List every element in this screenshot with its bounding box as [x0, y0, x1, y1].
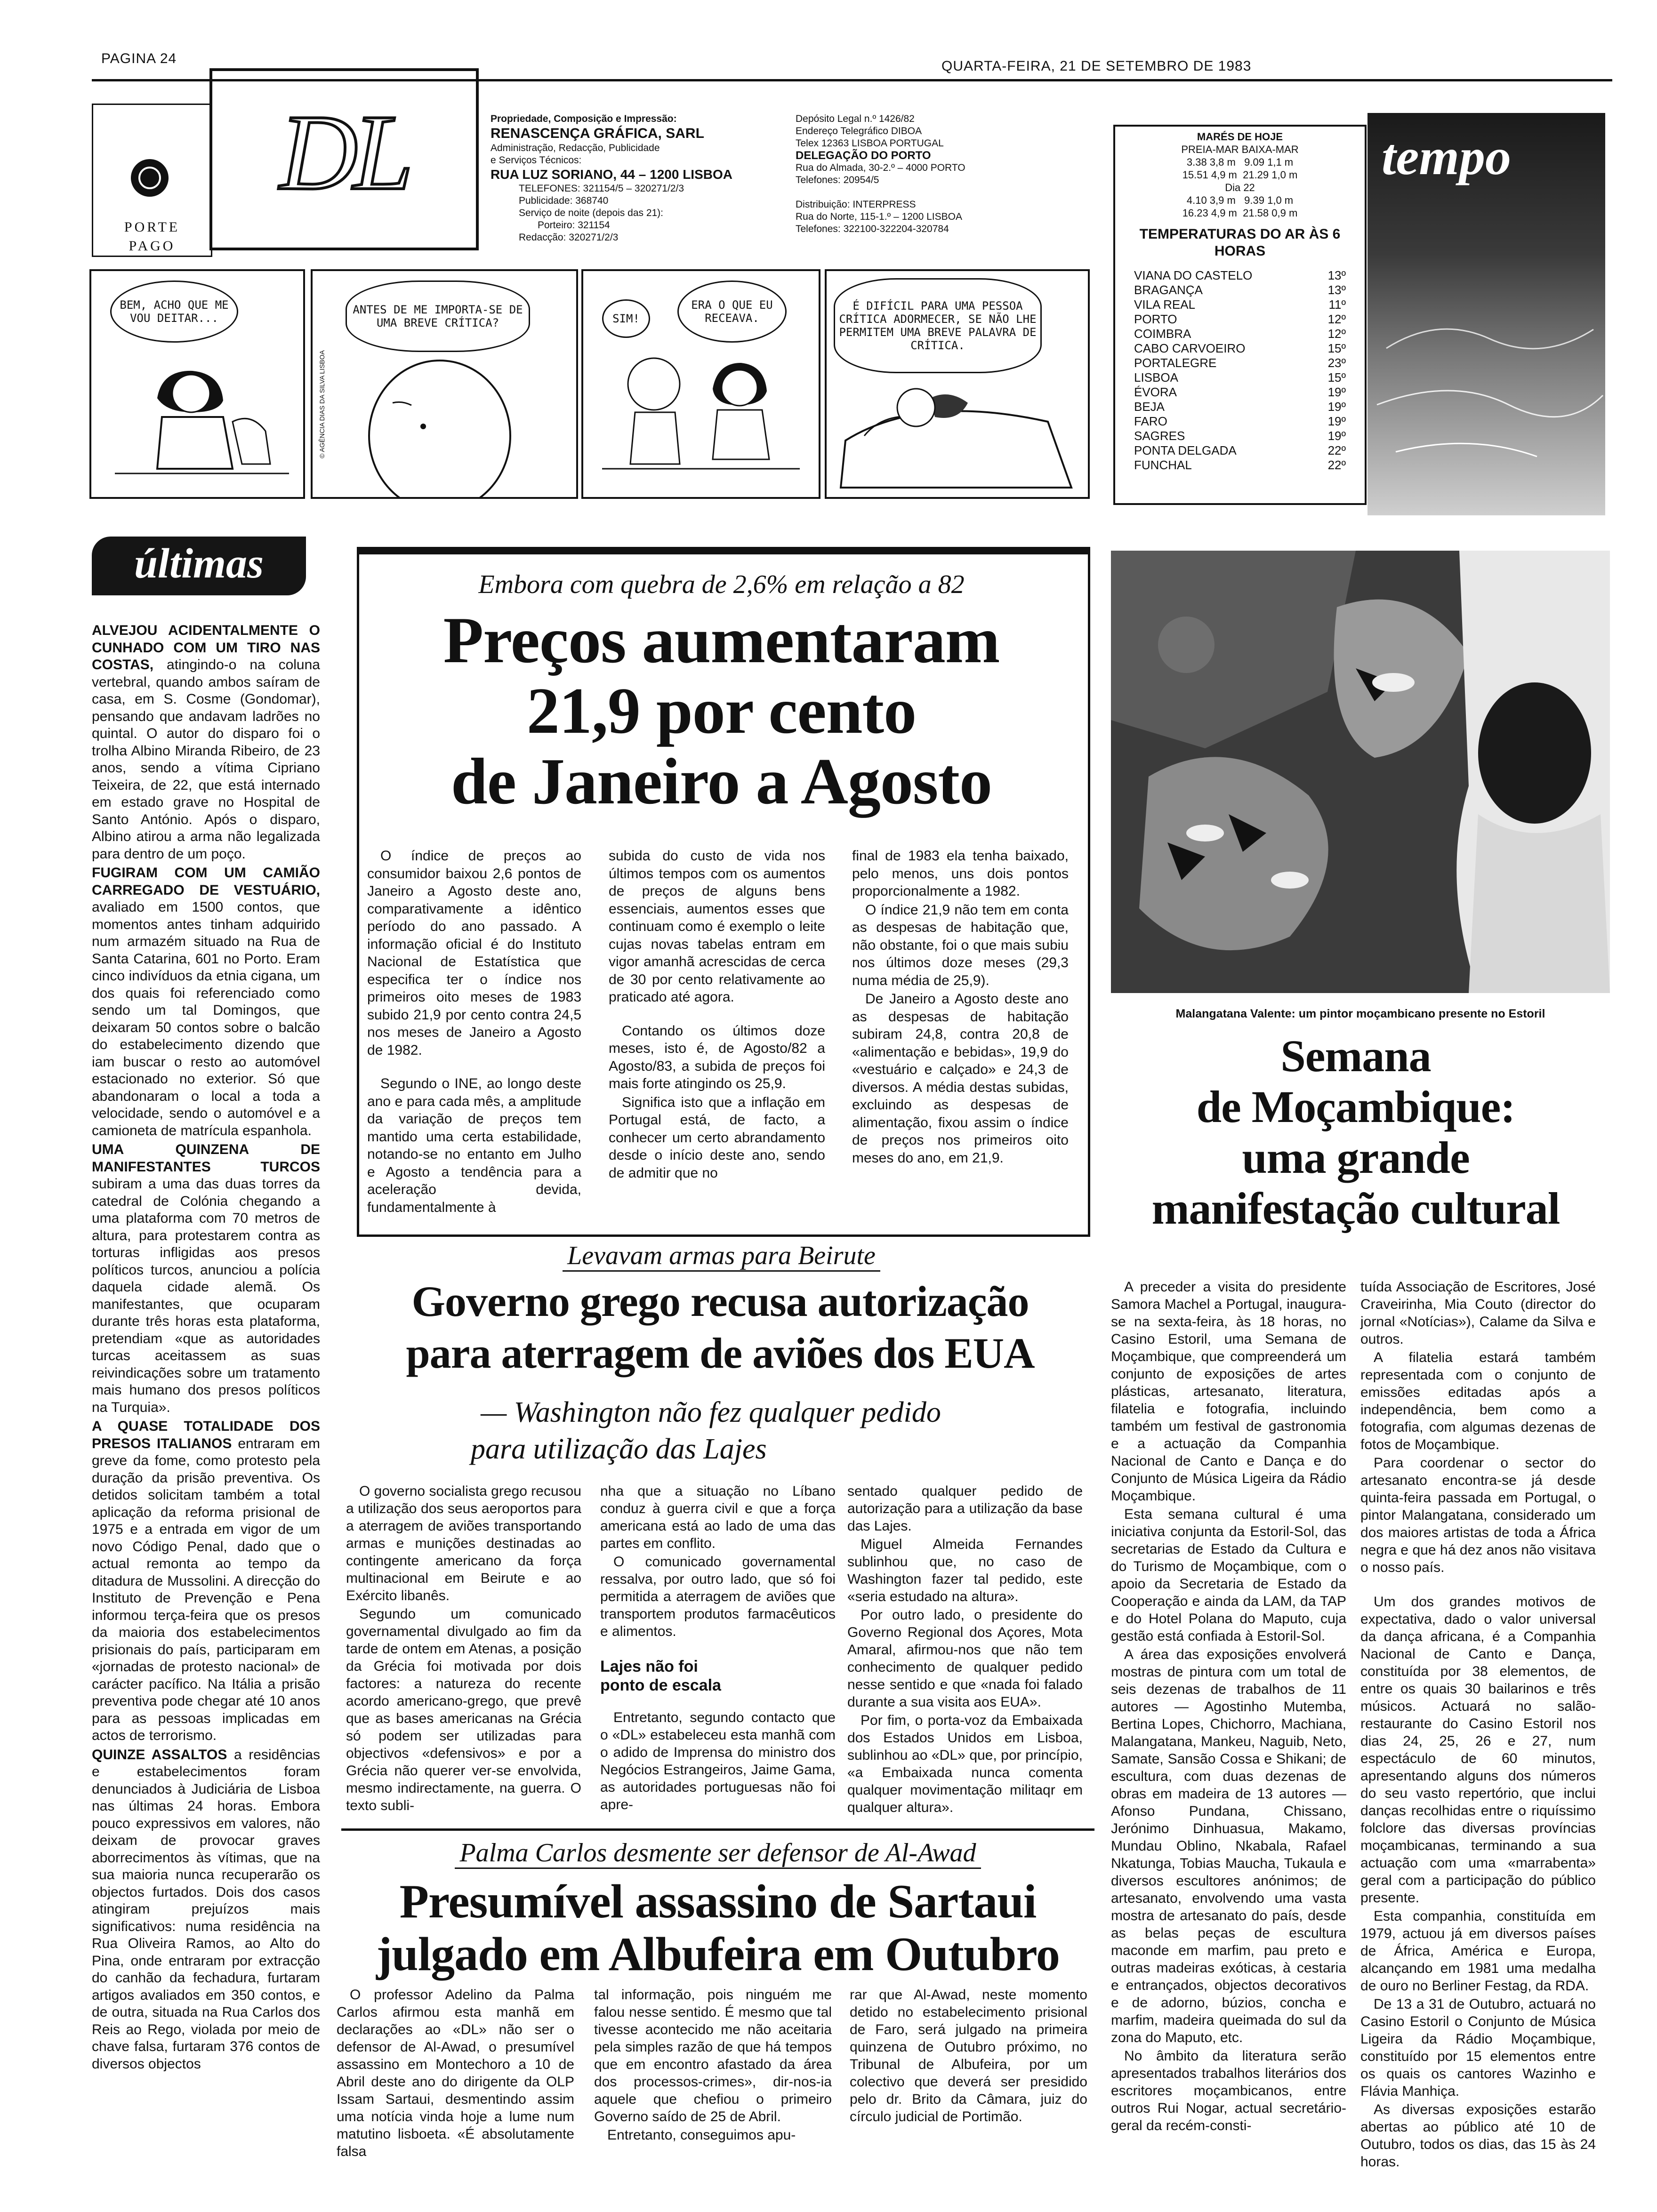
- pub-line: Telefones: 322100-322204-320784: [796, 224, 949, 234]
- comic-panel-2: [311, 269, 578, 499]
- speech-bubble: SIM!: [602, 299, 650, 338]
- pub-line: Telefones: 20954/5: [796, 175, 879, 185]
- speech-bubble: ERA O QUE EU RECEAVA.: [677, 281, 787, 343]
- news-brief: FUGIRAM COM UM CAMIÃO CARREGADO DE VESTUÁRIO, avaliado em 1500 contos, que momentos antes tinham adquirido num armazém situado na Rua de Santa Catarina, 601 no Porto. Eram cinco indivíduos da etnia cigana, um dos quais foi referenciado como sendo um tal Domingos, que deixaram 50 contos sobre o balcão do estabelecimento dizendo que iam buscar o resto ao automóvel estacionado no exterior. Só que abandonaram o local a toda a velocidade, sendo o automóvel e a camioneta de matrícula espanhola.: [92, 865, 320, 1138]
- tide-row: 3.38 3,8 m 9.09 1,1 m: [1186, 156, 1294, 168]
- speech-bubble: É DIFÍCIL PARA UMA PESSOA CRÍTICA ADORMECER, SE NÃO LHE PERMITEM UMA BREVE PALAVRA DE CRÍTICA.: [834, 278, 1042, 373]
- news-brief: ALVEJOU ACIDENTALMENTE O CUNHADO COM UM TIRO NAS COSTAS, atingindo-o na coluna vertebral, quando ambos saíram de casa, em S. Cosme (Gondomar), pensando que andavam ladrões no quintal. O autor do disparo foi o trolha Albino Miranda Ribeiro, de 23 anos, sendo a vítima Cipriano Teixeira, de 22, que está internado em estado grave no Hospital de Santo António. Após o disparo, Albino atirou a arma não legalizada para dentro de um poço.: [92, 623, 320, 862]
- mocambique-headline: Semana de Moçambique: uma grande manifestação cultural: [1151, 1031, 1560, 1234]
- pub-line: RENASCENÇA GRÁFICA, SARL: [491, 126, 704, 141]
- news-brief: A QUASE TOTALIDADE DOS PRESOS ITALIANOS entraram em greve da fome, como protesto pela duração da prisão preventiva. Os detidos solicitam também a total aplicação da reforma prisional de 1975 e a entrada em vigor de um novo Código Penal, dado que o actual remonta ao tempo da ditadura de Mussolini. A direcção do Instituto de Prevenção e Pena informou terça-feira que os presos da maioria dos estabelecimentos prisionais do país, participaram em «jornadas de protesto nacional» de carácter pacífico. Na Itália a prisão preventiva pode chegar até 10 anos para as pessoas implicadas em actos de terrorismo.: [92, 1419, 321, 1743]
- charlie-in-bed-icon: [827, 271, 1088, 497]
- sartaui-col-3: rar que Al-Awad, neste momento detido no estabelecimento prisional de Faro, será julgado na primeira quinzena de Outubro próximo, no Tribunal de Albufeira, por um colectivo que deverá ser presidido pelo dr. Brito da Câmara, juiz do círculo judicial de Portimão.: [850, 1987, 1087, 2124]
- tide-row: 15.51 4,9 m 21.29 1,0 m: [1182, 169, 1298, 181]
- charlie-brown-figure-icon: [313, 271, 576, 497]
- grego-subheading: Lajes não foi ponto de escala: [600, 1658, 721, 1694]
- pub-line: Rua do Almada, 30-2.º – 4000 PORTO: [796, 162, 965, 173]
- grego-col-1: O governo socialista grego recusou a utilização dos seus aeroportos para a aterragem de aviões transportando armas e munições destinadas ao contingente americano da força multinacional em Beirute e ao Exército libanês. Segundo um comunicado governamental divulgado ao fim da tarde de ontem em Atenas, a posição da Grécia foi motivada por dois factores: a natureza do recente acordo americano-grego, que prevê que as bases americanas na Grécia só podem ser utilizadas para objectivos «defensivos» e por a Grécia não querer ver-se envolvida, mesmo indirectamente, na guerra. O texto subli-: [346, 1483, 581, 1813]
- comic-panel-3: [581, 269, 820, 499]
- sartaui-kicker: Palma Carlos desmente ser defensor de Al-Awad: [341, 1838, 1094, 1868]
- ultimas-banner: [92, 537, 306, 595]
- sartaui-col-2: tal informação, pois ninguém me falou nesse sentido. É mesmo que tal tivesse acontecido me não aceitaria pela simples razão de que há tempos que em encontro afastado da área dos processos-crimes», dir-nos-ia aquele que chefiou o primeiro Governo saído de 25 de Abril. Entretanto, conseguimos apu-: [594, 1987, 832, 2143]
- tide-row: 16.23 4,9 m 21.58 0,9 m: [1182, 207, 1298, 219]
- comic-panel-4: [825, 269, 1090, 499]
- grego-col-3: sentado qualquer pedido de autorização para a utilização da base das Lajes. Miguel Almeida Fernandes sublinhou que, no caso de Washington fazer tal pedido, este «seria estudado na altura». Por outro lado, o presidente do Governo Regional dos Açores, Mota Amaral, afirmou-nos que não tem conhecimento de qualquer pedido nesse sentido e que «nada foi falado durante a sua visita aos EUA». Por fim, o porta-voz da Embaixada dos Estados Unidos em Lisboa, sublinhou ao «DL» que, por princípio, «a Embaixada nunca comenta qualquer movimentação militaqr em qualquer altura».: [847, 1483, 1083, 1815]
- ultimas-label: últimas: [134, 540, 264, 587]
- grego-kicker: Levavam armas para Beirute: [358, 1241, 1085, 1271]
- pub-line: Depósito Legal n.º 1426/82: [796, 113, 915, 124]
- tide-row: 4.10 3,9 m 9.39 1,0 m: [1186, 194, 1294, 206]
- pub-line: RUA LUZ SORIANO, 44 – 1200 LISBOA: [491, 167, 732, 182]
- temp-row: PORTO 12º: [1134, 312, 1346, 326]
- temp-row: COIMBRA 12º: [1134, 327, 1346, 341]
- porte-pago-label: PORTE PAGO: [124, 219, 180, 254]
- porte-pago-box: [92, 104, 212, 257]
- publisher-info-left: [491, 113, 773, 244]
- dl-logo: DL: [279, 92, 409, 212]
- precos-col-1: O índice de preços ao consumidor baixou 2,6 pontos de Janeiro a Agosto deste ano, comparativamente a idêntico período do ano passado. A informação oficial é do Instituto Nacional de Estatística que especifica ter o índice nos primeiros oito meses de 1983 subido 21,9 por cento contra 24,5 nos meses de Janeiro a Agosto de 1982. Segundo o INE, ao longo deste ano e para cada mês, a amplitude da variação de preços tem mantido uma certa estabilidade, notando-se no entanto em Julho e Agosto a tendência para a aceleração devida, fundamentalmente à: [367, 848, 581, 1215]
- pub-line: Endereço Telegráfico DIBOA: [796, 126, 922, 136]
- painting-figures-icon: [1111, 551, 1610, 993]
- tides-table: [1115, 127, 1365, 219]
- malangatana-photo: [1111, 551, 1610, 993]
- tides-header: PREIA-MAR BAIXA-MAR: [1181, 144, 1299, 155]
- page-date: QUARTA-FEIRA, 21 DE SETEMBRO DE 1983: [941, 58, 1252, 74]
- speech-bubble: BEM, ACHO QUE ME VOU DEITAR...: [110, 281, 238, 343]
- weather-box: [1113, 125, 1367, 505]
- temp-row: LISBOA 15º: [1134, 370, 1346, 385]
- map-contour-icon: [1367, 113, 1605, 515]
- grego-col-2: nha que a situação no Líbano conduz à guerra civil e que a força americana está ao lado de uma das partes em conflito. O comunicado governamental ressalva, por outro lado, que só foi permitida a aterragem de aviões que transportem produtos farmacêuticos e alimentos. Lajes não foi ponto de escala Entretanto, segundo contacto que o «DL» estabeleceu esta manhã com o adido de Imprensa do ministro dos Negócios Estrangeiros, Jaime Gama, as autoridades portuguesas não foi apre-: [600, 1483, 836, 1812]
- pub-line: Porteiro: 321154: [538, 220, 610, 231]
- temp-row: ÉVORA 19º: [1134, 385, 1346, 399]
- temp-row: BEJA 19º: [1134, 400, 1346, 414]
- temp-row: PONTA DELGADA 22º: [1134, 443, 1346, 457]
- page-number: PAGINA 24: [101, 51, 177, 66]
- temps-table: [1115, 268, 1365, 473]
- tide-row: Dia 22: [1225, 182, 1255, 193]
- temp-row: SAGRES 19º: [1134, 429, 1346, 443]
- sartaui-top-rule: [341, 1828, 1094, 1831]
- temp-row: VIANA DO CASTELO 13º: [1134, 268, 1346, 282]
- precos-col-3: final de 1983 ela tenha baixado, pelo menos, uns dois pontos proporcionalmente a 1982. O índice 21,9 não tem em conta as despesas de habitação que, não obstante, foi o que mais subiu nos últimos doze meses (29,3 numa média de 25,9). De Janeiro a Agosto deste ano as despesas de habitação subiram 24,8, contra 20,8 de «alimentação e bebidas», 19,9 do «vestuário e calçado» e 24,3 de diversos. A média destas subidas, excluindo as despesas de alimentação, fixou assim o índice de preços nos primeiros oito meses do ano, em 21,9.: [852, 848, 1069, 1166]
- temp-row: VILA REAL 11º: [1134, 297, 1346, 312]
- lucy-figure-icon: [91, 271, 303, 497]
- mocambique-col-1: A preceder a visita do presidente Samora Machel a Portugal, inaugura-se na sexta-feira, às 18 horas, no Casino Estoril, uma Semana de Moçambique, que compreenderá um conjunto de exposições de artes plásticas, artesanato, literatura, filatelia e fotografia, incluindo também um festival de gastronomia e a actuação da Companhia Nacional de Canto e Dança e do Conjunto de Música Ligeira da Rádio Moçambique. Esta semana cultural é uma iniciativa conjunta da Estoril-Sol, das secretarias de Estado da Cultura e do Turismo de Moçambique, com o apoio da Secretaria de Estado da Cooperação e ainda da LAM, da TAP e do Hotel Polana do Maputo, cuja gestão está confiada à Estoril-Sol. A área das exposições envolverá mostras de pintura com um total de seis dezenas de trabalhos de 11 autores — Agostinho Mutemba, Bertina Lopes, Chichorro, Machiana, Malangatana, Mankeu, Naguib, Neto, Samate, Sansão Cossa e Shikani; de escultura, com duas dezenas de obras em madeira de 13 autores — Afonso Pundana, Chissano, Jerónimo Dinhuasua, Makamo, Mundau Oblino, Nkabala, Rafael Nkatunga, Tobias Maucha, Tukaula e diversos escultores anónimos; de artesanato, envolvendo uma vasta mostra de artesanato do país, desde as belas peças de escultura maconde em marfim, pau preto e outras madeiras exóticas, à cestaria e entrançados, objectos decorativos e de adorno, búzios, concha e marfim, madeira queimada do sul da zona do Maputo, etc. No âmbito da literatura serão apresentados trabalhos literários dos escritores moçambicanos, entre outros Rui Nogar, actual secretário-geral da recém-consti-: [1111, 1279, 1346, 2133]
- pub-line: Telex 12363 LISBOA PORTUGAL: [796, 138, 944, 149]
- grego-subhead: — Washington não fez qualquer pedido para utilização das Lajes: [471, 1396, 941, 1465]
- news-brief: UMA QUINZENA DE MANIFESTANTES TURCOS subiram a uma das duas torres da catedral de Colónia chegando a uma plataforma com 70 metros de altura, para protestarem contra as torturas infligidas aos presos políticos turcos, anunciou a polícia daquela cidade alemã. Os manifestantes, que ocuparam durante três horas esta plataforma, pretendiam «que as autoridades turcas aceitassem as suas reivindicações sobre um tratamento mais humano dos presos políticos na Turquia».: [92, 1142, 320, 1415]
- comic-panel-1: [89, 269, 305, 499]
- sartaui-headline: Presumível assassino de Sartaui julgado em Albufeira em Outubro: [376, 1875, 1060, 1981]
- grego-headline: Governo grego recusa autorização para aterragem de aviões dos EUA: [406, 1277, 1035, 1377]
- temp-row: CABO CARVOEIRO 15º: [1134, 341, 1346, 355]
- temp-row: PORTALEGRE 23º: [1134, 356, 1346, 370]
- precos-col-2: subida do custo de vida nos últimos tempos com os aumentos de preços de alguns bens essenciais, aumentos esses que continuam como é exemplo o leite cujas novas tabelas entram em vigor amanhã acrescidas de cerca de 30 por cento relativamente ao praticado até agora. Contando os últimos doze meses, isto é, de Agosto/82 a Agosto/83, a subida de preços foi mais forte atingindo os 25,9. Significa isto que a inflação em Portugal está, de facto, a conhecer um certo abrandamento desde o início deste ano, sendo de admitir que no: [609, 848, 825, 1181]
- pub-line: Redacção: 320271/2/3: [519, 232, 619, 243]
- pub-line: Administração, Redacção, Publicidade: [491, 143, 660, 153]
- temps-title: TEMPERATURAS DO AR ÀS 6 HORAS: [1139, 226, 1341, 259]
- pub-line: Rua do Norte, 115-1.º – 1200 LISBOA: [796, 211, 962, 222]
- pub-line: Distribuição: INTERPRESS: [796, 199, 916, 210]
- pub-line: Propriedade, Composição e Impressão:: [491, 113, 677, 124]
- ultimas-column: [92, 622, 320, 2075]
- logo-box: [209, 68, 479, 250]
- pub-line: Serviço de noite (depois das 21):: [519, 208, 664, 218]
- precos-kicker: Embora com quebra de 2,6% em relação a 82: [478, 570, 965, 599]
- comic-side-credit: © AGÊNCIA DIAS DA SILVA LISBOA: [318, 350, 326, 458]
- precos-headline: Preços aumentaram 21,9 por cento de Janeiro a Agosto: [443, 604, 1000, 818]
- temp-row: FUNCHAL 22º: [1134, 458, 1346, 472]
- weather-map: [1367, 113, 1605, 515]
- mocambique-col-2: tuída Associação de Escritores, José Craveirinha, Mia Couto (director do jornal «Notícias»), Calame da Silva e outros. A filatelia estará também representada com o conjunto de emissões editadas após a independência, bem como a fotografia, com algumas dezenas de fotos de Moçambique. Para coordenar o sector do artesanato encontra-se já desde quinta-feira passada em Portugal, o pintor Malangatana, considerado um dos maiores artistas de toda a África negra e que há dez anos não visitava o nosso país. Um dos grandes motivos de expectativa, dado o valor universal da dança africana, é a Companhia Nacional de Canto e Dança, constituída por 38 elementos, de entre os quais 30 bailarinos e três músicos. Actuará no salão-restaurante do Casino Estoril nos dias 24, 25, 26 e 27, num espectáculo de 60 minutos, apresentando alguns dos números do seu vasto repertório, que inclui danças recolhidas entre o riquíssimo folclore das diversas províncias moçambicanas, terminando a sua actuação com uma «marrabenta» geral com a participação do público presente. Esta companhia, constituída em 1979, actuou já em diversos países de África, América e Europa, alcançando em 1981 uma medalha de ouro no Berliner Festag, da RDA. De 13 a 31 de Outubro, actuará no Casino Estoril o Conjunto de Música Ligeira da Rádio Moçambique, constituído por 15 elementos entre os quais os cantores Wazinho e Flávia Manhiça. As diversas exposições estarão abertas ao público até 10 de Outubro, todos os dias, das 15 às 24 horas.: [1360, 1279, 1596, 2170]
- tides-title: MARÉS DE HOJE: [1197, 131, 1283, 143]
- publisher-info-right: [796, 113, 1078, 235]
- sartaui-col-1: O professor Adelino da Palma Carlos afirmou esta manhã em declarações ao «DL» não ser o defensor de Al-Awad, o presumível assassino em Montechoro a 10 de Abril deste ano do dirigente da OLP Issam Sartaui, desmentindo assim uma notícia vinda hoje a lume num matutino lisboeta. «É absolutamente falsa: [337, 1987, 574, 2159]
- tempo-logo: tempo: [1382, 128, 1511, 185]
- pub-line: TELEFONES: 321154/5 – 320271/2/3: [519, 183, 684, 194]
- speech-bubble: ANTES DE ME IMPORTA-SE DE UMA BREVE CRÍTICA?: [346, 281, 530, 352]
- pub-line: [796, 186, 1078, 199]
- photo-caption: Malangatana Valente: um pintor moçambicano presente no Estoril: [1175, 1007, 1545, 1020]
- news-brief: QUINZE ASSALTOS a residências e estabelecimentos foram denunciados à Judiciária de Lisboa nas últimas 24 horas. Embora pouco expressivos em valores, não deixam de provocar graves aborrecimentos às vítimas, que na sua maioria nunca recuperarão os objectos furtados. Dois dos casos atingiram prejuízos mais significativos: numa residência na Rua Oliveira Ramos, ao Alto do Pina, onde entraram por extracção do canhão da fechadura, furtaram artigos avaliados em 350 contos, e de outra, situada na Rua Carlos dos Reis ao Rego, violada por meio de chave falsa, furtaram 376 contos de diversos objectos: [92, 1747, 320, 2072]
- temp-row: BRAGANÇA 13º: [1134, 283, 1346, 297]
- crest-icon: [131, 159, 169, 197]
- pub-line: e Serviços Técnicos:: [491, 155, 582, 166]
- pub-line: DELEGAÇÃO DO PORTO: [796, 149, 931, 162]
- charlie-lucy-figures-icon: [583, 271, 819, 497]
- temp-row: FARO 19º: [1134, 414, 1346, 428]
- pub-line: Publicidade: 368740: [519, 195, 609, 206]
